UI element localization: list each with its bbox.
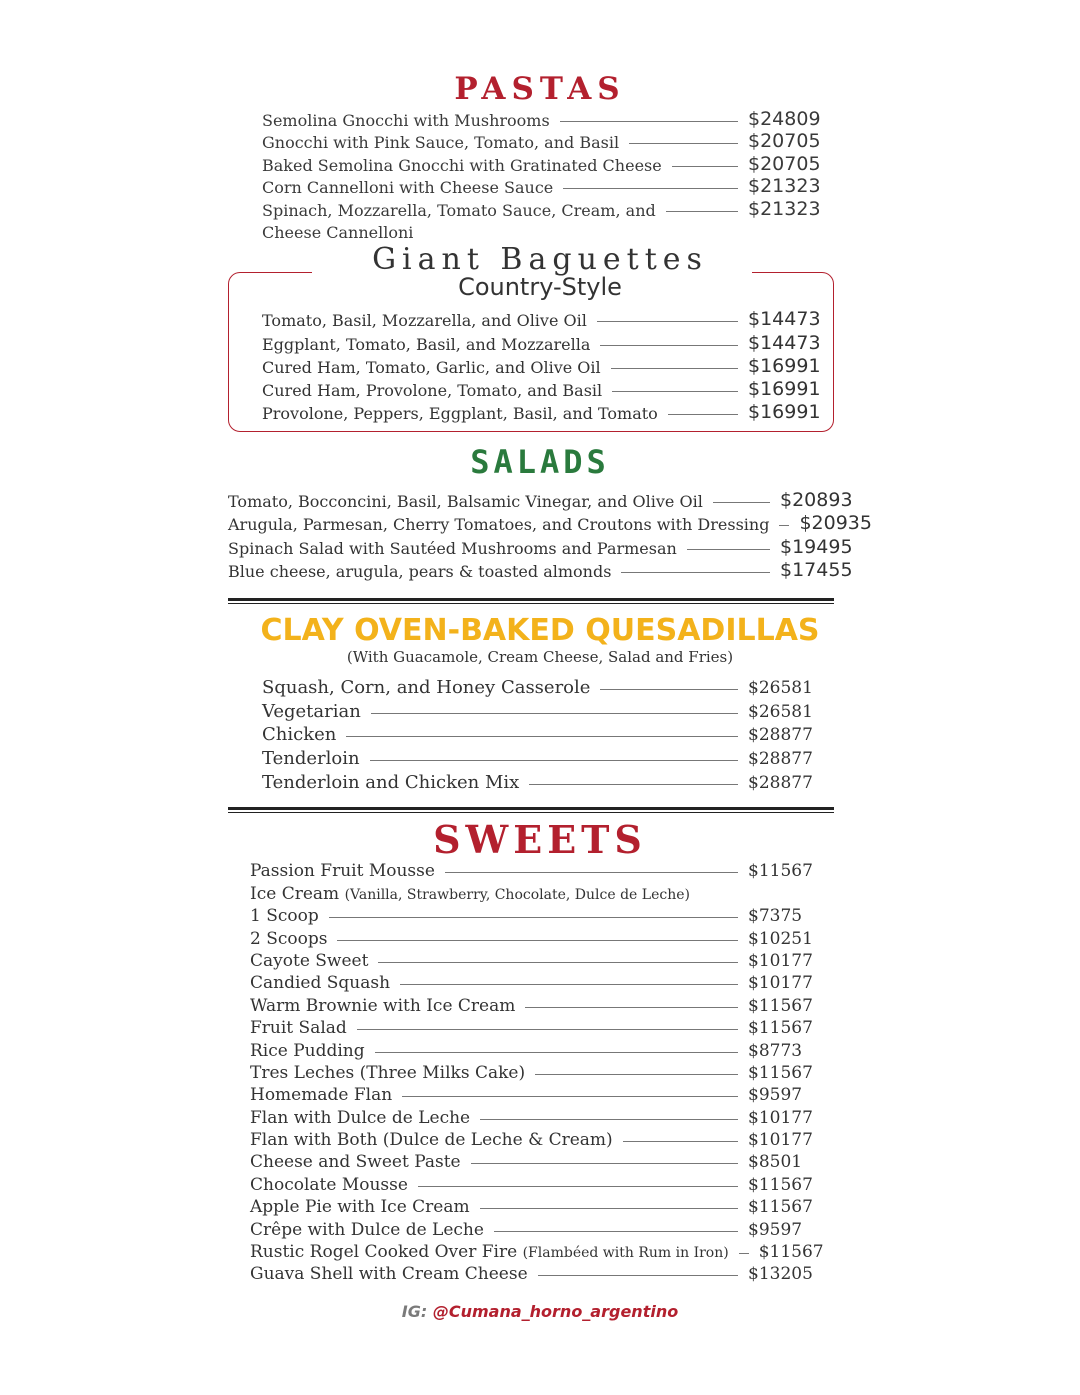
leader-line xyxy=(529,784,738,785)
menu-item-name xyxy=(250,1152,461,1172)
instagram-handle-text[interactable]: @Cumana_horno_argentino xyxy=(432,1302,679,1321)
menu-item xyxy=(250,1195,820,1217)
menu-item xyxy=(250,949,820,971)
item-name-text: Tomato, Basil, Mozzarella, and Olive Oil xyxy=(262,311,587,331)
menu-item-name xyxy=(262,201,656,220)
salads-heading: SALADS xyxy=(470,443,610,481)
item-name-text: Guava Shell with Cream Cheese xyxy=(250,1264,528,1285)
menu-item-name xyxy=(250,973,390,993)
leader-line xyxy=(480,1208,738,1209)
baguettes-subheading: Country-Style xyxy=(458,273,622,301)
menu-item-name xyxy=(262,335,590,354)
item-name-text: 1 Scoop xyxy=(250,906,319,927)
leader-line xyxy=(597,321,738,322)
leader-line xyxy=(779,525,789,526)
menu-item-price: $9597 xyxy=(748,1085,803,1106)
leader-line xyxy=(480,1119,738,1120)
menu-item-price: $11567 xyxy=(758,1242,824,1263)
menu-item-name xyxy=(250,1063,525,1083)
menu-item-name xyxy=(250,1242,729,1262)
menu-item-name xyxy=(262,156,662,175)
menu-item-price: $11567 xyxy=(748,1018,813,1039)
menu-item-name xyxy=(250,1197,470,1217)
item-name-text: Tres Leches (Three Milks Cake) xyxy=(250,1062,526,1083)
menu-item-price: $26581 xyxy=(748,701,813,722)
menu-item-price: $8773 xyxy=(748,1040,803,1061)
leader-line xyxy=(329,917,738,918)
menu-item-price: $19495 xyxy=(780,535,853,558)
menu-item xyxy=(250,1105,820,1127)
menu-item-name xyxy=(250,906,319,926)
menu-item xyxy=(262,377,820,400)
menu-item-price: $21323 xyxy=(748,175,821,197)
leader-line xyxy=(357,1029,738,1030)
item-name-text: Eggplant, Tomato, Basil, and Mozzarella xyxy=(262,334,591,354)
leader-line xyxy=(666,211,738,212)
menu-item xyxy=(262,130,820,153)
item-name-text: Blue cheese, arugula, pears & toasted almonds xyxy=(228,562,612,581)
menu-item-price: $28877 xyxy=(748,749,813,770)
menu-item-price: $11567 xyxy=(748,1197,813,1218)
item-name-text: Ice Cream xyxy=(250,883,340,904)
leader-line xyxy=(629,143,738,144)
menu-item xyxy=(250,1262,820,1284)
menu-item-name xyxy=(250,1130,613,1150)
menu-item-price: $21323 xyxy=(748,197,821,220)
menu-item-name xyxy=(262,381,602,400)
leader-line xyxy=(445,872,738,873)
leader-line xyxy=(621,572,770,573)
leader-line xyxy=(494,1231,738,1232)
item-name-text: Tomato, Bocconcini, Basil, Balsamic Vinegar, and Olive Oil xyxy=(228,491,703,511)
leader-line xyxy=(623,1141,738,1142)
menu-item-name xyxy=(262,677,590,698)
menu-item-price: $10177 xyxy=(748,973,813,994)
pastas-list xyxy=(262,107,820,242)
menu-item xyxy=(250,1016,820,1038)
item-name-text: Corn Cannelloni with Cheese Sauce xyxy=(262,178,554,197)
menu-item xyxy=(228,558,852,582)
menu-item-name xyxy=(228,515,769,534)
menu-item-name xyxy=(250,996,515,1016)
menu-item xyxy=(262,175,820,198)
pastas-heading: PASTAS xyxy=(454,71,626,107)
menu-item xyxy=(262,400,820,423)
menu-item xyxy=(262,698,818,722)
leader-line xyxy=(672,166,738,167)
item-name-text: Spinach, Mozzarella, Tomato Sauce, Cream, and xyxy=(262,200,656,220)
sweets-heading: SWEETS xyxy=(433,817,647,862)
leader-line xyxy=(375,1052,738,1053)
leader-line xyxy=(346,736,738,737)
menu-item-price: $20705 xyxy=(748,130,821,152)
menu-item-price: $28877 xyxy=(748,772,813,793)
item-name-text: Crêpe with Dulce de Leche xyxy=(250,1219,484,1240)
item-name-text: Homemade Flan xyxy=(250,1085,393,1106)
menu-item xyxy=(228,534,852,558)
menu-item-name xyxy=(262,724,336,745)
menu-item-price: $8501 xyxy=(748,1152,803,1173)
menu-item-name xyxy=(262,772,519,793)
item-name-text: Rustic Rogel Cooked Over Fire xyxy=(250,1242,518,1263)
item-name-text: Rice Pudding xyxy=(250,1040,365,1061)
menu-item xyxy=(250,971,820,993)
instagram-label: IG: xyxy=(401,1302,428,1321)
menu-item-price: $11567 xyxy=(748,1174,813,1195)
item-name-text: Vegetarian xyxy=(262,700,361,722)
leader-line xyxy=(418,1186,738,1187)
menu-item-name xyxy=(262,358,601,377)
menu-item xyxy=(262,722,818,746)
leader-line xyxy=(612,391,738,392)
quesadillas-list xyxy=(262,674,818,793)
menu-item xyxy=(250,881,820,903)
menu-item xyxy=(262,769,818,793)
menu-item-name xyxy=(262,404,658,423)
menu-item-name xyxy=(250,1175,408,1195)
menu-item-price: $13205 xyxy=(748,1264,813,1285)
leader-line xyxy=(668,414,738,415)
item-name-text: Tenderloin and Chicken Mix xyxy=(262,771,520,793)
menu-item xyxy=(228,511,872,535)
leader-line xyxy=(525,1007,738,1008)
menu-item-price: $28877 xyxy=(748,725,813,746)
item-name-text: Cured Ham, Tomato, Garlic, and Olive Oil xyxy=(262,357,601,377)
menu-item xyxy=(250,1240,824,1263)
menu-item-note: (Vanilla, Strawberry, Chocolate, Dulce de Leche) xyxy=(344,886,690,903)
menu-item-name xyxy=(250,1085,392,1105)
menu-item xyxy=(262,197,820,220)
menu-item-price: $10177 xyxy=(748,950,813,971)
menu-item-price: $10251 xyxy=(748,928,813,949)
leader-line xyxy=(560,121,738,122)
menu-item xyxy=(250,1217,820,1239)
menu-item-name xyxy=(262,748,360,769)
sweets-list xyxy=(250,859,824,1285)
menu-item-name xyxy=(262,111,550,130)
item-name-text: Flan with Dulce de Leche xyxy=(250,1107,471,1128)
item-name-text: Apple Pie with Ice Cream xyxy=(250,1197,470,1218)
leader-line xyxy=(370,760,738,761)
quesadillas-heading: CLAY OVEN-BAKED QUESADILLAS xyxy=(260,613,820,648)
menu-item xyxy=(262,674,818,698)
menu-item-price: $10177 xyxy=(748,1107,813,1128)
menu-item-price: $9597 xyxy=(748,1219,803,1240)
leader-line xyxy=(378,962,738,963)
menu-item-name xyxy=(250,951,368,971)
menu-item-name xyxy=(262,133,619,152)
menu-item xyxy=(228,487,852,511)
item-name-text: Candied Squash xyxy=(250,973,391,994)
item-name-text: Arugula, Parmesan, Cherry Tomatoes, and Croutons with Dressing xyxy=(228,515,770,534)
leader-line xyxy=(687,549,770,550)
menu-item xyxy=(262,152,820,175)
menu-item-name xyxy=(250,1018,347,1038)
leader-line xyxy=(371,713,738,714)
menu-item-name xyxy=(250,1220,484,1240)
quesadillas-subheading: (With Guacamole, Cream Cheese, Salad and Fries) xyxy=(346,648,734,666)
menu-item-price: $14473 xyxy=(748,331,821,354)
item-name-text: Cayote Sweet xyxy=(250,950,369,971)
menu-item-name xyxy=(228,562,611,581)
menu-item xyxy=(262,745,818,769)
item-name-text: Tenderloin xyxy=(262,748,360,770)
menu-item xyxy=(250,1061,820,1083)
baguettes-heading: Giant Baguettes xyxy=(372,242,708,277)
menu-item-price: $16991 xyxy=(748,354,821,377)
menu-item-name xyxy=(250,1264,528,1284)
item-name-text: Fruit Salad xyxy=(250,1018,347,1039)
item-name-text: Flan with Both (Dulce de Leche & Cream) xyxy=(250,1130,613,1151)
leader-line xyxy=(337,940,738,941)
menu-item xyxy=(250,1128,820,1150)
leader-line xyxy=(538,1275,738,1276)
menu-item xyxy=(250,1038,820,1060)
item-name-text: Warm Brownie with Ice Cream xyxy=(250,995,516,1016)
leader-line xyxy=(402,1096,738,1097)
menu-item-note: (Flambéed with Rum in Iron) xyxy=(522,1245,729,1262)
leader-line xyxy=(713,502,770,503)
item-name-text: Cheese and Sweet Paste xyxy=(250,1152,461,1173)
menu-item-price: $14473 xyxy=(748,308,821,331)
menu-item-name xyxy=(250,861,435,881)
menu-item xyxy=(250,1150,820,1172)
item-name-text: Baked Semolina Gnocchi with Gratinated Cheese xyxy=(262,155,662,175)
menu-item-price: $16991 xyxy=(748,401,821,424)
item-name-text: Passion Fruit Mousse xyxy=(250,861,435,882)
menu-item-name-continued: Cheese Cannelloni xyxy=(262,223,414,242)
menu-item-price: $26581 xyxy=(748,677,813,698)
menu-item xyxy=(250,993,820,1015)
menu-item-name xyxy=(250,929,327,949)
menu-item xyxy=(262,307,820,330)
leader-line xyxy=(611,368,738,369)
item-name-text: Chocolate Mousse xyxy=(250,1174,408,1195)
menu-item-price: $17455 xyxy=(780,559,853,581)
section-divider xyxy=(228,807,834,813)
menu-item xyxy=(250,1083,820,1105)
menu-item-price: $20705 xyxy=(748,152,821,175)
item-name-text: Semolina Gnocchi with Mushrooms xyxy=(262,110,550,130)
baguettes-list xyxy=(262,307,820,423)
leader-line xyxy=(563,188,738,189)
leader-line xyxy=(400,984,738,985)
item-name-text: Provolone, Peppers, Eggplant, Basil, and Tomato xyxy=(262,404,658,424)
leader-line xyxy=(600,689,738,690)
menu-item-price: $16991 xyxy=(748,378,821,401)
menu-item xyxy=(262,330,820,353)
menu-item-name xyxy=(250,1041,365,1061)
item-name-text: Spinach Salad with Sautéed Mushrooms and Parmesan xyxy=(228,538,677,558)
menu-item xyxy=(250,926,820,948)
menu-item-price: $7375 xyxy=(748,906,803,927)
section-divider xyxy=(228,598,834,604)
salads-list xyxy=(228,487,872,581)
menu-item-name xyxy=(262,311,587,330)
menu-item xyxy=(250,904,820,926)
menu-item-price: $10177 xyxy=(748,1130,813,1151)
menu-item-price: $11567 xyxy=(748,1062,813,1083)
item-name-text: Chicken xyxy=(262,724,337,746)
item-name-text: Gnocchi with Pink Sauce, Tomato, and Basil xyxy=(262,133,620,152)
leader-line xyxy=(739,1253,749,1254)
menu-item-name xyxy=(262,701,361,722)
leader-line xyxy=(600,345,738,346)
menu-item-name xyxy=(250,1108,470,1128)
instagram-handle[interactable] xyxy=(0,1302,1080,1321)
menu-item xyxy=(250,859,820,881)
item-name-text: Cured Ham, Provolone, Tomato, and Basil xyxy=(262,381,603,401)
menu-item-name xyxy=(262,178,553,197)
menu-item-name xyxy=(228,539,677,558)
item-name-text: Squash, Corn, and Honey Casserole xyxy=(262,676,591,698)
menu-item-price: $11567 xyxy=(748,995,813,1016)
menu-item xyxy=(262,354,820,377)
menu-item xyxy=(250,1172,820,1194)
menu-item-price: $20893 xyxy=(780,488,853,511)
menu-item xyxy=(262,107,820,130)
leader-line xyxy=(535,1074,738,1075)
menu-item-name xyxy=(250,884,690,904)
menu-item-price: $24809 xyxy=(748,107,821,130)
menu-item-price: $20935 xyxy=(799,512,872,534)
item-name-text: 2 Scoops xyxy=(250,928,328,949)
menu-item-price: $11567 xyxy=(748,861,813,882)
leader-line xyxy=(471,1163,738,1164)
menu-item-name xyxy=(228,492,703,511)
menu-item-continuation xyxy=(262,220,820,243)
